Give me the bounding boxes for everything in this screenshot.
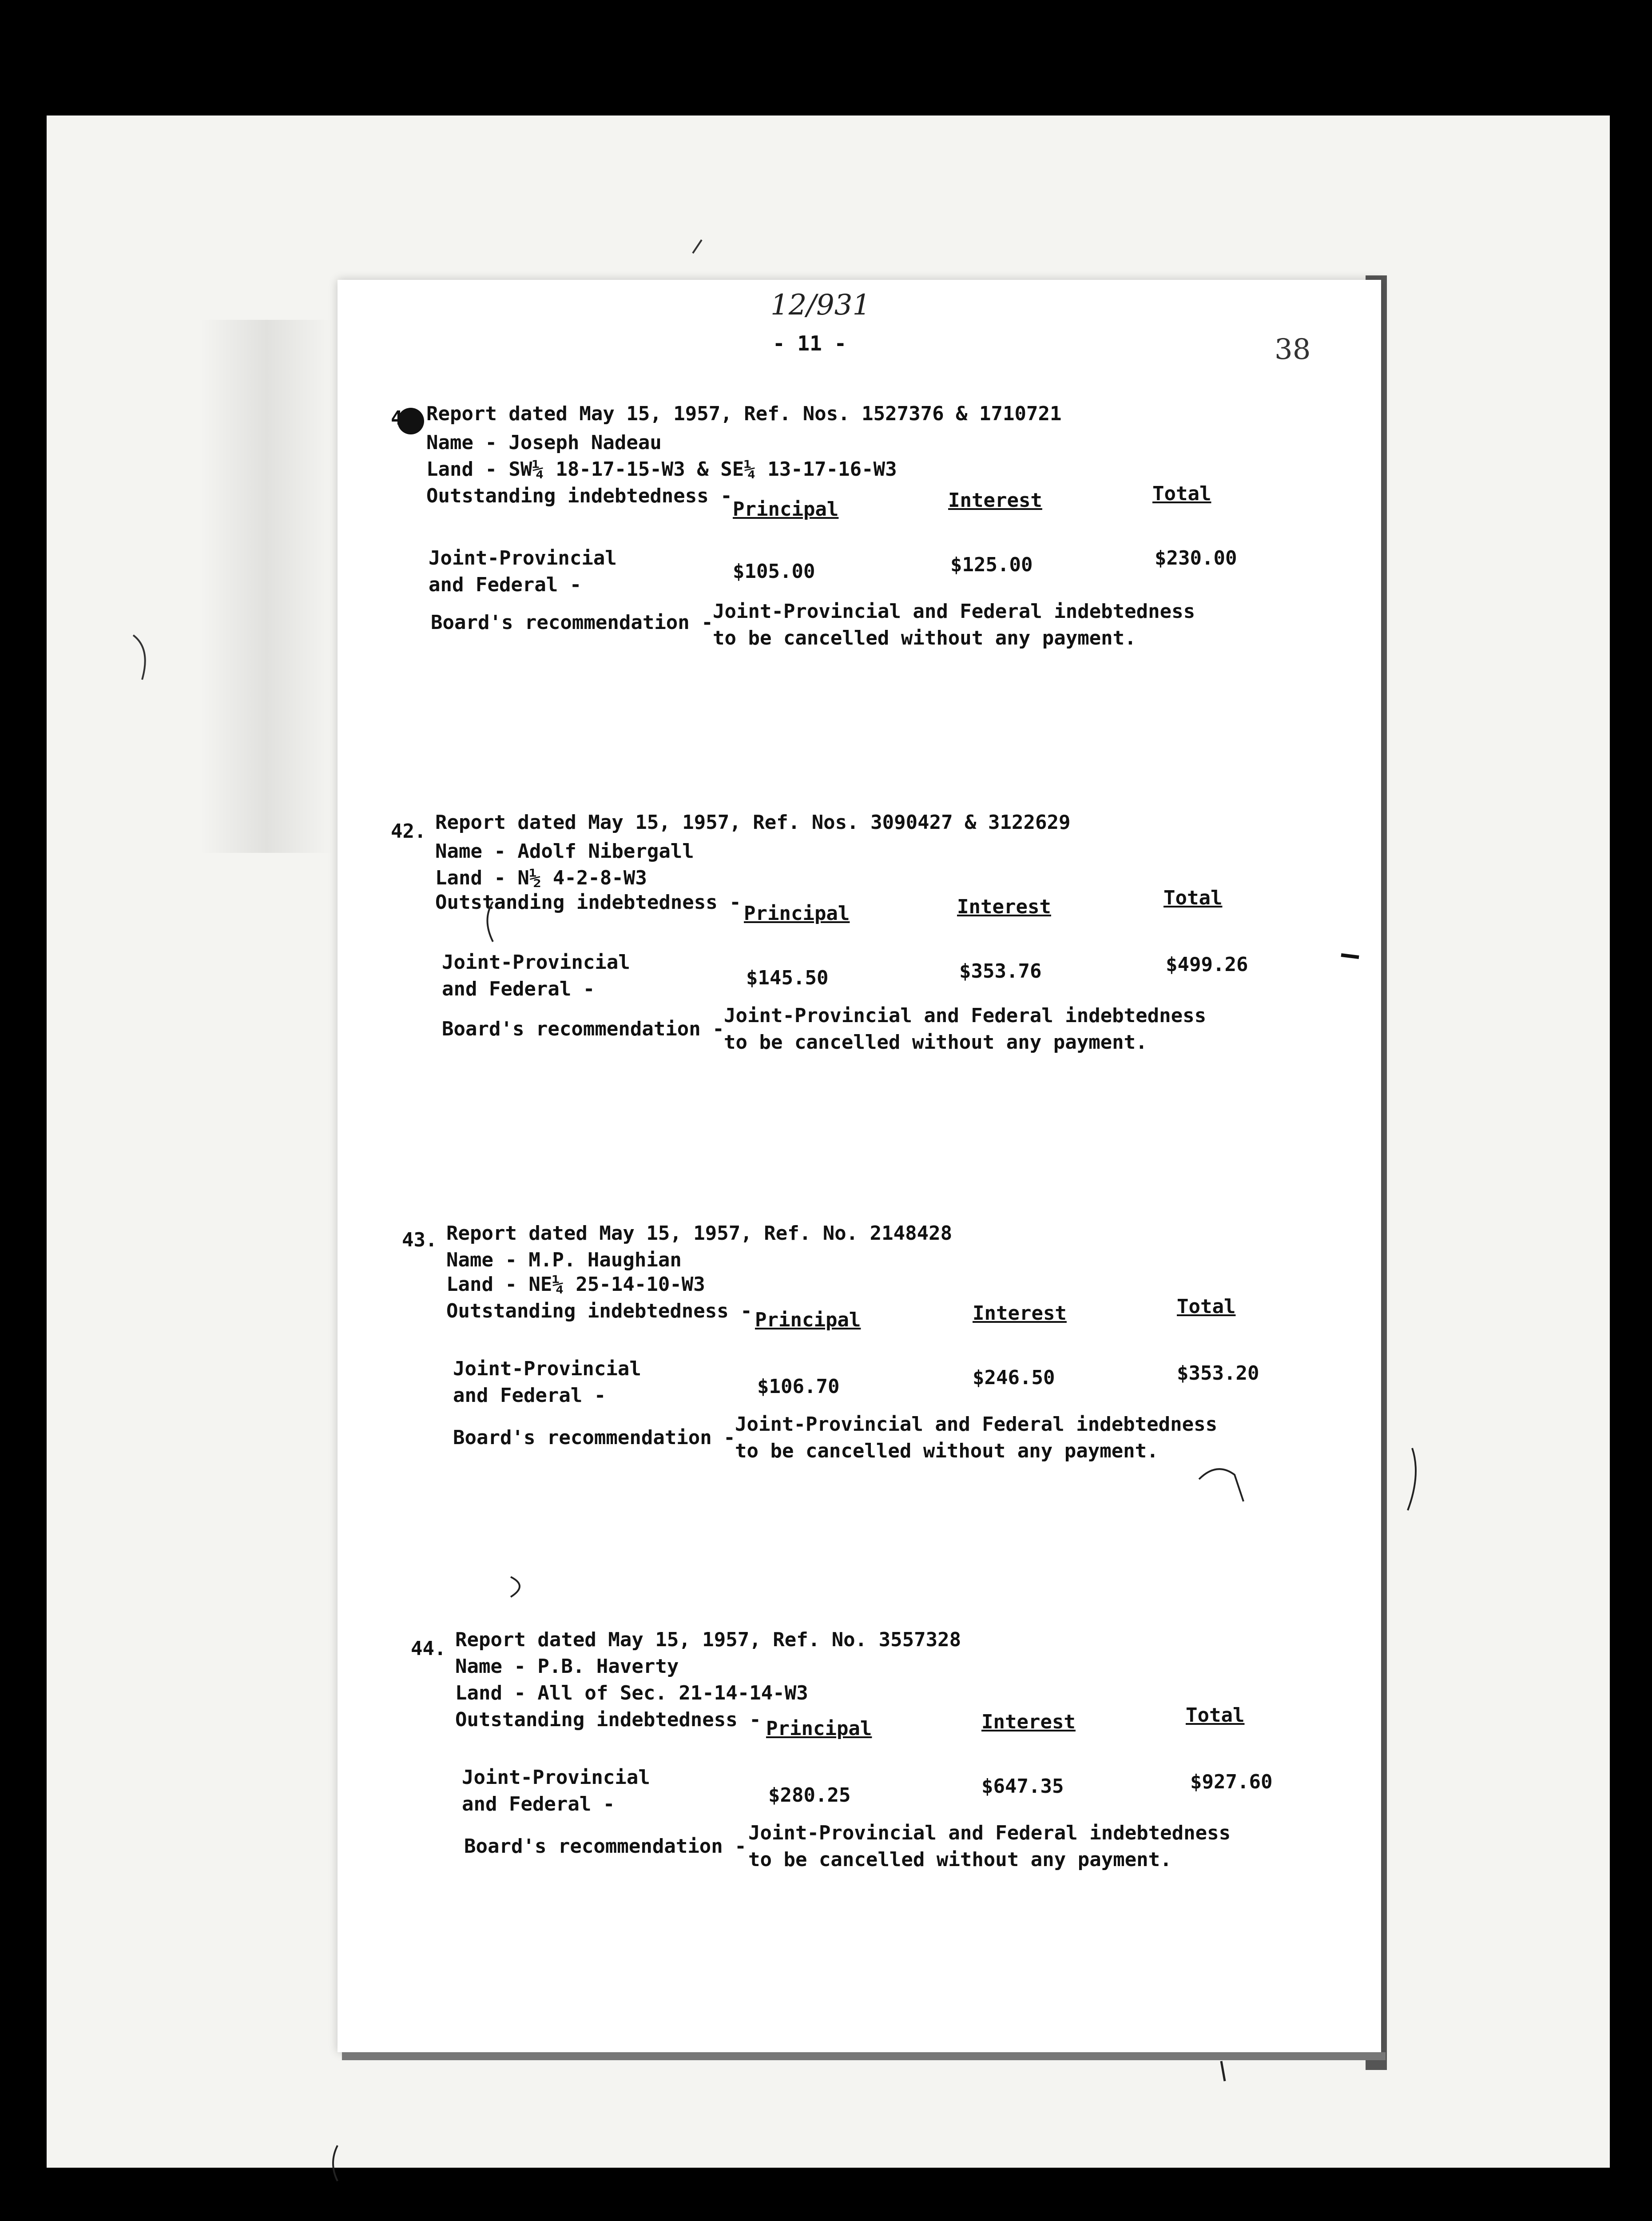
recommendation-line-1: Joint-Provincial and Federal indebtedness [724, 1004, 1207, 1027]
row-label-2: and Federal - [462, 1793, 615, 1815]
total-value: $353.20 [1177, 1362, 1259, 1385]
interest-header: Interest [973, 1302, 1067, 1325]
outstanding-line: Outstanding indebtedness - [455, 1708, 761, 1731]
principal-header: Principal [744, 902, 850, 925]
name-line: Name - Joseph Nadeau [426, 431, 662, 454]
recommendation-label: Board's recommendation - [431, 611, 713, 634]
total-value: $927.60 [1190, 1771, 1273, 1793]
pen-mark [488, 902, 493, 942]
entry-number: 42. [391, 820, 426, 843]
interest-value: $647.35 [981, 1775, 1064, 1798]
page-number: - 11 - [773, 331, 847, 355]
recommendation-line-2: to be cancelled without any payment. [713, 627, 1136, 649]
interest-value: $246.50 [973, 1366, 1055, 1389]
handwritten-note: 12/931 [770, 289, 871, 322]
pen-mark [1221, 2061, 1225, 2081]
report-line: Report dated May 15, 1957, Ref. Nos. 1527376 & 1710721 [426, 402, 1062, 425]
row-label-2: and Federal - [442, 978, 595, 1000]
name-line: Name - P.B. Haverty [455, 1655, 679, 1678]
recommendation-line-2: to be cancelled without any payment. [735, 1440, 1159, 1462]
recommendation-line-1: Joint-Provincial and Federal indebtedness [748, 1822, 1231, 1844]
outstanding-line: Outstanding indebtedness - [426, 485, 732, 507]
principal-value: $280.25 [768, 1784, 851, 1807]
pen-mark [1341, 955, 1359, 957]
total-value: $230.00 [1155, 547, 1237, 569]
row-label-1: Joint-Provincial [429, 547, 617, 569]
interest-header: Interest [957, 896, 1051, 918]
report-line: Report dated May 15, 1957, Ref. No. 3557328 [455, 1628, 961, 1651]
total-header: Total [1164, 887, 1223, 909]
row-label-1: Joint-Provincial [453, 1357, 641, 1380]
report-line: Report dated May 15, 1957, Ref. No. 2148428 [446, 1222, 953, 1245]
pen-mark [333, 2145, 338, 2181]
pen-mark [133, 635, 145, 680]
recommendation-line-2: to be cancelled without any payment. [748, 1848, 1172, 1871]
row-label-1: Joint-Provincial [442, 951, 630, 974]
interest-value: $353.76 [959, 960, 1042, 983]
entry-number: 43. [402, 1229, 437, 1251]
entry-number: 44. [411, 1637, 446, 1660]
total-value: $499.26 [1166, 953, 1248, 976]
land-line: Land - SW¼ 18-17-15-W3 & SE¼ 13-17-16-W3 [426, 458, 897, 481]
principal-header: Principal [733, 498, 839, 521]
recommendation-line-1: Joint-Provincial and Federal indebtedness [713, 600, 1195, 623]
land-line: Land - N½ 4-2-8-W3 [435, 867, 647, 889]
row-label-2: and Federal - [453, 1384, 606, 1407]
pen-mark [1199, 1469, 1243, 1501]
row-label-2: and Federal - [429, 573, 582, 596]
entry-number: 41. [391, 407, 426, 430]
recommendation-line-1: Joint-Provincial and Federal indebtedness [735, 1413, 1218, 1436]
interest-header: Interest [981, 1711, 1076, 1733]
recommendation-line-2: to be cancelled without any payment. [724, 1031, 1148, 1054]
principal-value: $145.50 [746, 967, 829, 989]
principal-header: Principal [766, 1717, 872, 1740]
total-header: Total [1177, 1295, 1236, 1318]
total-header: Total [1186, 1704, 1245, 1727]
land-line: Land - All of Sec. 21-14-14-W3 [455, 1682, 808, 1704]
principal-header: Principal [755, 1309, 861, 1331]
interest-header: Interest [948, 489, 1042, 512]
outstanding-line: Outstanding indebtedness - [446, 1300, 752, 1322]
recommendation-label: Board's recommendation - [442, 1018, 724, 1040]
name-line: Name - M.P. Haughian [446, 1249, 682, 1271]
pen-mark [1408, 1448, 1416, 1510]
name-line: Name - Adolf Nibergall [435, 840, 694, 863]
pen-mark [511, 1577, 520, 1597]
row-label-1: Joint-Provincial [462, 1766, 650, 1789]
recommendation-label: Board's recommendation - [464, 1835, 747, 1858]
interest-value: $125.00 [950, 553, 1033, 576]
land-line: Land - NE¼ 25-14-10-W3 [446, 1273, 705, 1296]
pen-mark [693, 240, 702, 253]
stamp-number: 38 [1275, 333, 1311, 366]
report-line: Report dated May 15, 1957, Ref. Nos. 3090427 & 3122629 [435, 811, 1071, 834]
outstanding-line: Outstanding indebtedness - [435, 891, 741, 914]
recommendation-label: Board's recommendation - [453, 1426, 735, 1449]
total-header: Total [1152, 482, 1211, 505]
principal-value: $106.70 [757, 1375, 840, 1398]
principal-value: $105.00 [733, 560, 815, 583]
